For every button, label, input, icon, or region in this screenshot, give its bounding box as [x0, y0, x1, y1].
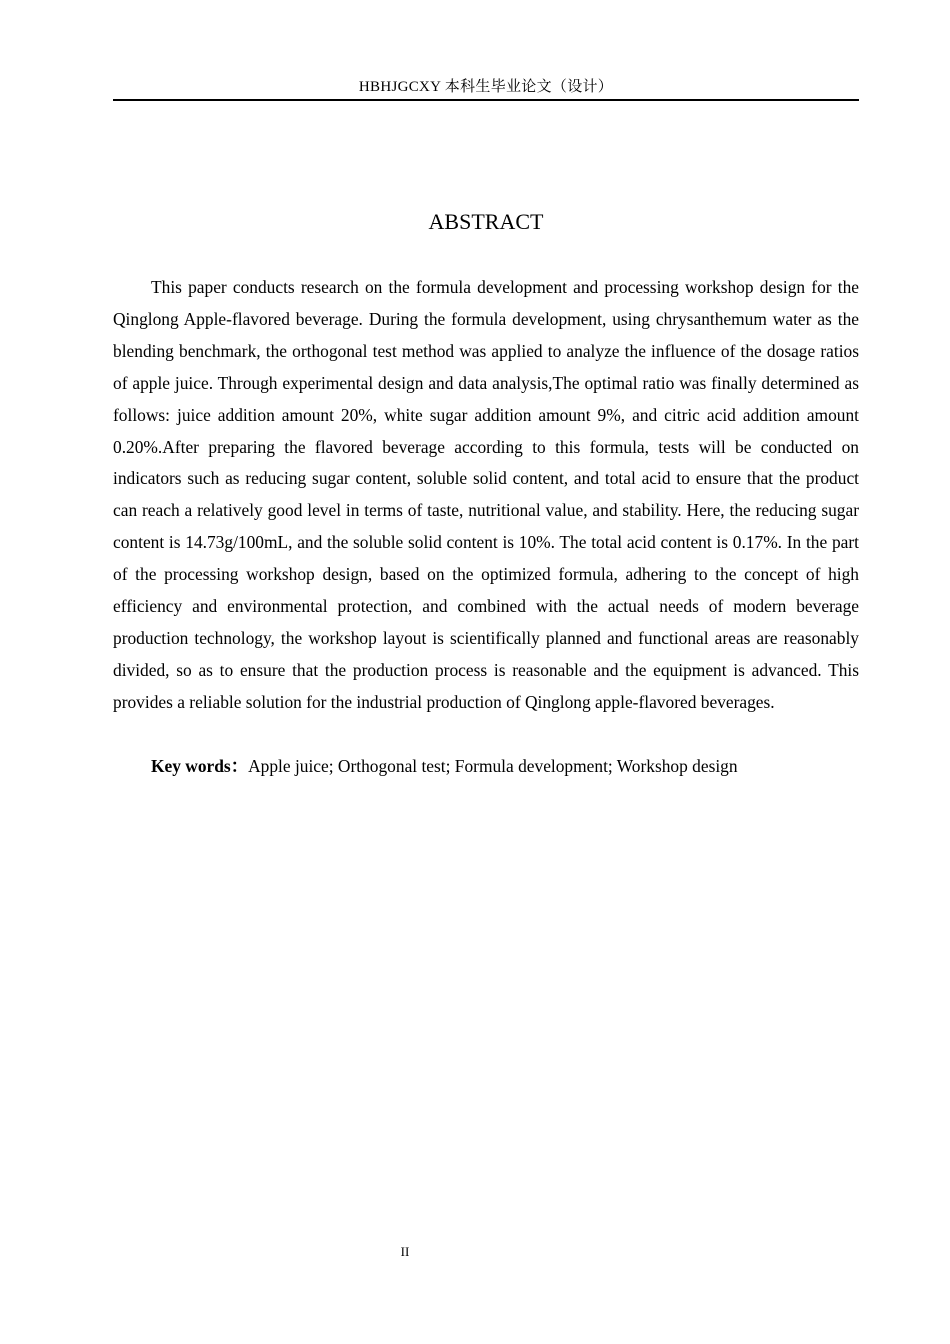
abstract-body: This paper conducts research on the formula development and processing workshop design for the Qinglong Apple-flavored beverage. During the formula development, using chrysanthemum water as the blending benchmark, the orthogonal test method was applied to analyze the influence of the dosage ratios of apple juice. Through experimental design and data analysis,The optimal ratio was finally determined as follows: juice addition amount 20%, white sugar addition amount 9%, and citric acid addition amount 0.20%.After preparing the flavored beverage according to this formula, tests will be conducted on indicators such as reducing sugar content, soluble solid content, and total acid to ensure that the product can reach a relatively good level in terms of taste, nutritional value, and stability. Here, the reducing sugar content is 14.73g/100mL, and the soluble solid content is 10%. The total acid content is 0.17%. In the part of the processing workshop design, based on the optimized formula, adhering to the concept of high efficiency and environmental protection, and combined with the actual needs of modern beverage production technology, the workshop layout is scientifically planned and functional areas are reasonably divided, so as to ensure that the production process is reasonable and the equipment is advanced. This provides a reliable solution for the industrial production of Qinglong apple-flavored beverages.: [113, 277, 859, 712]
keywords-line: [113, 751, 859, 783]
abstract-heading: ABSTRACT: [428, 209, 544, 234]
page-header: HBHJGCXY 本科生毕业论文（设计）: [358, 79, 614, 95]
keywords-label: Key words：: [151, 756, 249, 776]
page-number: II: [400, 1244, 410, 1259]
header-divider: [113, 99, 859, 101]
keywords-text: Apple juice; Orthogonal test; Formula development; Workshop design: [248, 756, 738, 776]
